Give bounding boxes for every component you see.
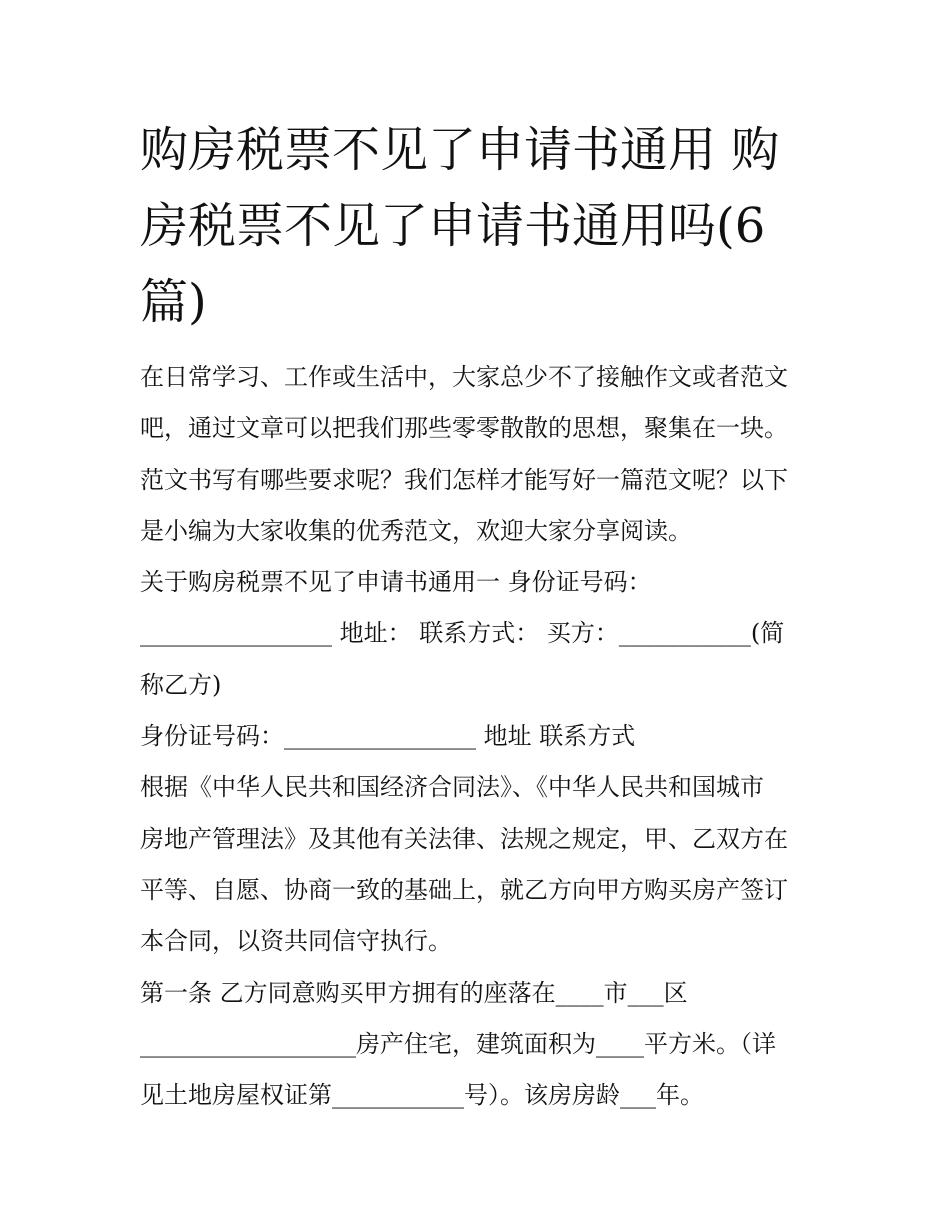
intro-line: 吧，通过文章可以把我们那些零零散散的思想，聚集在一块。 (140, 414, 788, 443)
document-body (140, 352, 812, 1121)
title-line: 房税票不见了申请书通用吗(6 (140, 198, 766, 254)
intro-line: 是小编为大家收集的优秀范文，欢迎大家分享阅读。 (140, 516, 692, 545)
document-title (140, 112, 810, 340)
article-one-line: __________________房产住宅，建筑面积为____平方米。（详 (140, 1029, 776, 1058)
contract-party-line: 称乙方) (140, 670, 222, 699)
contract-party-line: 身份证号码：________________ 地址 联系方式 (140, 722, 636, 751)
title-line: 购房税票不见了申请书通用 购 (140, 122, 780, 178)
contract-basis-line: 房地产管理法》及其他有关法律、法规之规定，甲、乙双方在 (140, 824, 788, 853)
article-one-line: 见土地房屋权证第___________号）。该房房龄___年。 (140, 1081, 704, 1110)
contract-party-line: ________________ 地址： 联系方式： 买方：___________(简 (140, 619, 785, 648)
contract-basis-line: 本合同，以资共同信守执行。 (140, 927, 452, 956)
section-heading-line: 关于购房税票不见了申请书通用一 身份证号码： (140, 568, 652, 597)
title-line: 篇) (140, 274, 207, 330)
contract-basis-line: 平等、自愿、协商一致的基础上，就乙方向甲方购买房产签订 (140, 875, 788, 904)
article-one-line: 第一条 乙方同意购买甲方拥有的座落在____市___区 (140, 978, 688, 1007)
intro-line: 范文书写有哪些要求呢？我们怎样才能写好一篇范文呢？以下 (140, 465, 788, 494)
intro-line: 在日常学习、工作或生活中，大家总少不了接触作文或者范文 (140, 363, 788, 391)
contract-basis-line: 根据《中华人民共和国经济合同法》、《中华人民共和国城市 (140, 773, 764, 802)
